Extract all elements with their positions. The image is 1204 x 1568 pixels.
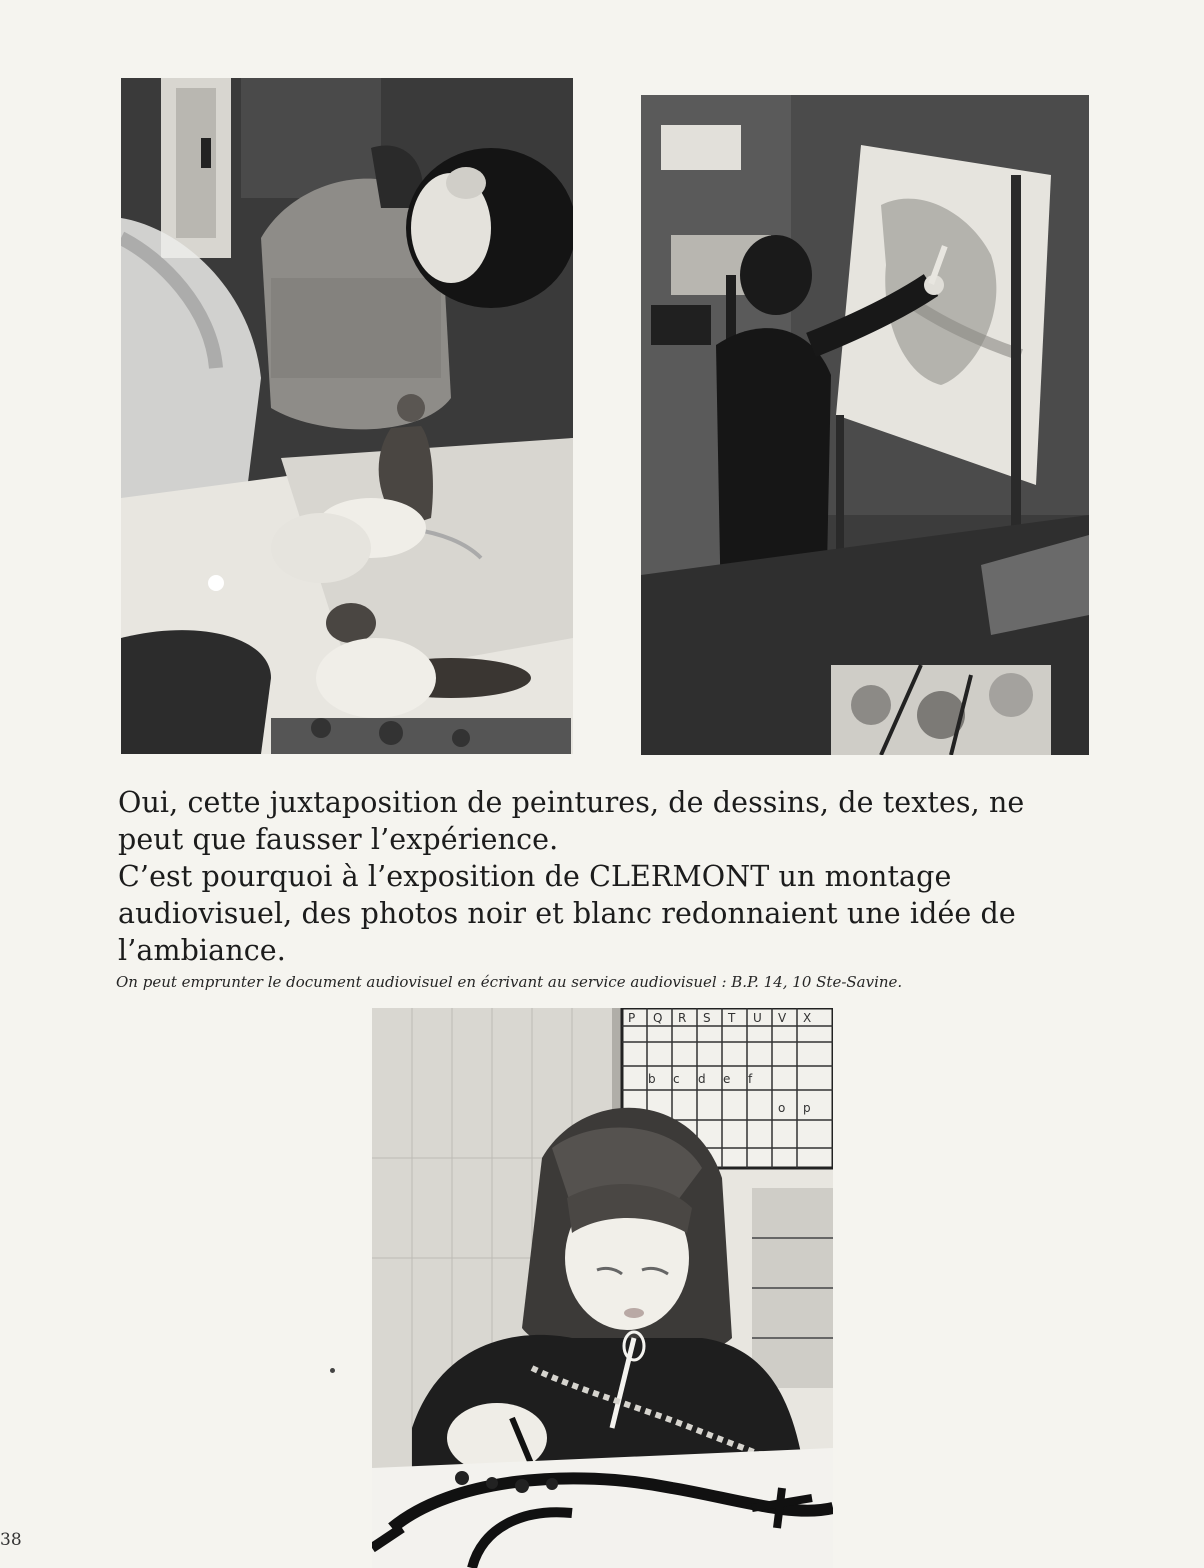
paragraph-line-3: C’est pourquoi à l’exposition de CLERMONT un montage: [118, 860, 952, 893]
chalkboard-letter: c: [673, 1072, 680, 1086]
chalkboard-letter: d: [698, 1072, 706, 1086]
chalkboard-letter: T: [728, 1011, 736, 1025]
photo-children-modelling-clay: [121, 78, 573, 754]
paragraph-line-2: peut que fausser l’expérience.: [118, 823, 559, 856]
paragraph-line-5: l’ambiance.: [118, 934, 286, 967]
chalkboard-letter: R: [678, 1011, 687, 1025]
print-speck: [330, 1368, 335, 1373]
photo-child-painting-easel: [641, 95, 1089, 755]
chalkboard-letter: Q: [653, 1011, 663, 1025]
chalkboard-letter: V: [778, 1011, 787, 1025]
chalkboard-letter: f: [748, 1072, 753, 1086]
chalkboard-letter: e: [723, 1072, 731, 1086]
chalkboard-letter: p: [803, 1101, 811, 1115]
paragraph-line-1: Oui, cette juxtaposition de peintures, de dessins, de textes, ne: [118, 786, 1025, 819]
chalkboard-letter: b: [648, 1072, 656, 1086]
audiovisual-caption: On peut emprunter le document audiovisuel en écrivant au service audiovisuel : B.P. 14, 10 Ste-Savine.: [116, 973, 903, 991]
chalkboard-letter: S: [703, 1011, 711, 1025]
page-number: 38: [0, 1530, 22, 1550]
photo-girl-painting: [372, 1008, 833, 1568]
paragraph-line-4: audiovisuel, des photos noir et blanc redonnaient une idée de: [118, 897, 1016, 930]
body-paragraph: [118, 784, 1088, 969]
chalkboard-letter: o: [778, 1101, 786, 1115]
chalkboard-letter: X: [803, 1011, 812, 1025]
chalkboard-letter: P: [628, 1011, 636, 1025]
chalkboard-letter: U: [753, 1011, 762, 1025]
